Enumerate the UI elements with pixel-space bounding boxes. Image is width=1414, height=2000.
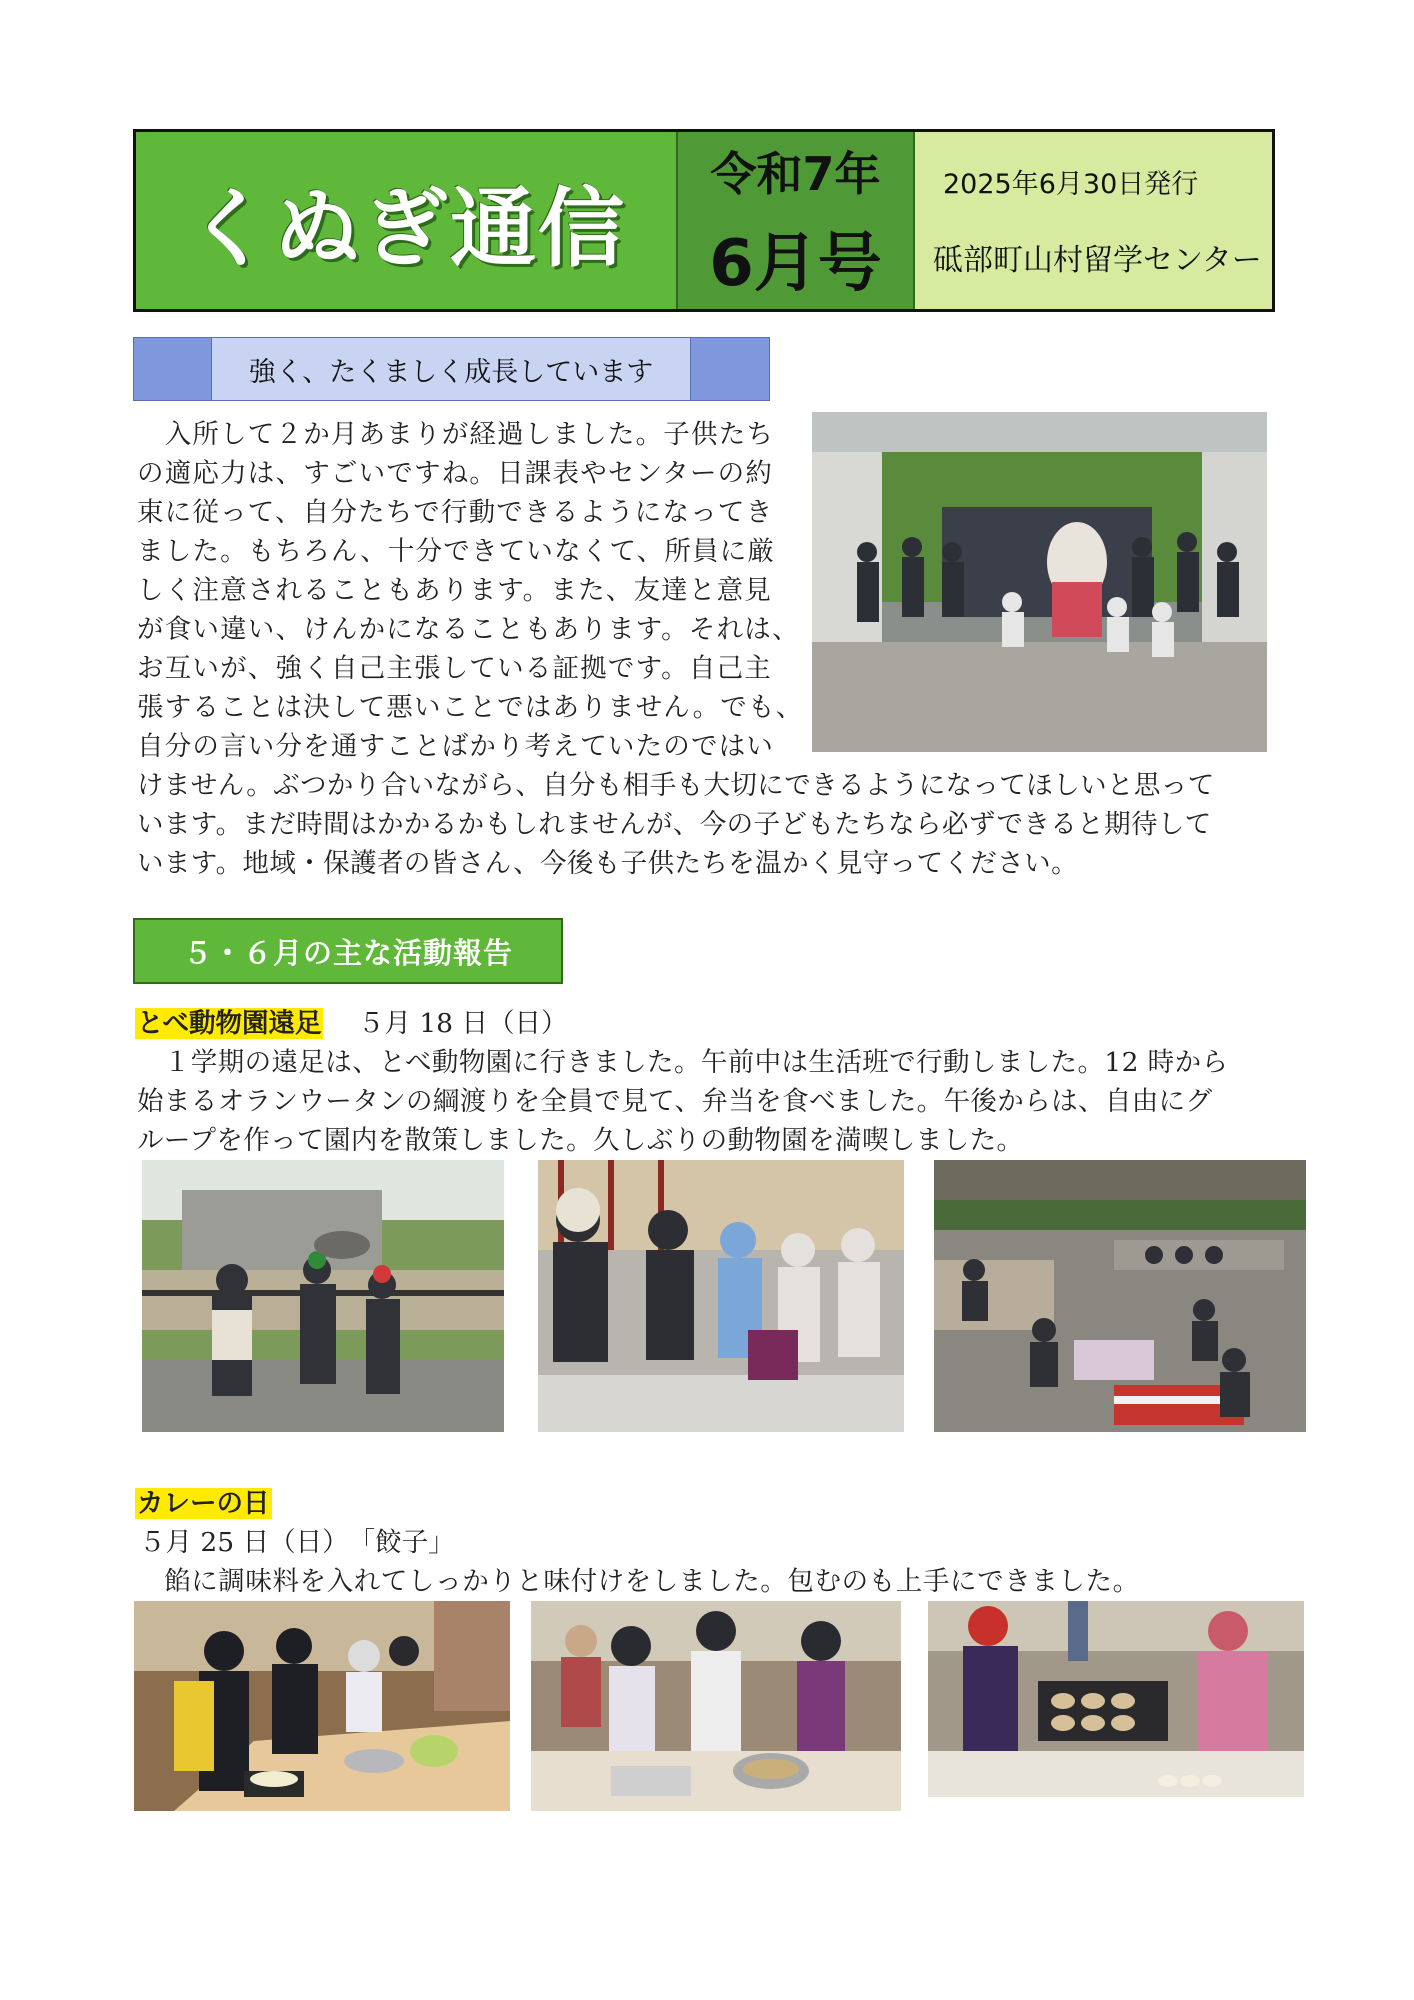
body-line: 束に従って、自分たちで行動できるようになってき	[137, 497, 774, 528]
issue-date: 2025年6月30日発行	[943, 169, 1199, 200]
issue-month: 6月号	[709, 226, 882, 301]
newsletter-title: くぬぎ通信	[186, 178, 626, 279]
zoo-date: ５月 18 日（日）	[357, 1008, 568, 1039]
photo-children-grilling-dumplings	[928, 1601, 1304, 1797]
body-line: 始まるオランウータンの綱渡りを全員で見て、弁当を食べました。午後からは、自由にグ	[137, 1086, 1213, 1117]
curry-label: カレーの日	[137, 1488, 270, 1519]
issue-block	[678, 132, 915, 309]
curry-subheading	[135, 1481, 272, 1520]
body-line: ループを作って園内を散策しました。久しぶりの動物園を満喫しました。	[137, 1125, 1024, 1156]
section-heading-activities	[133, 918, 563, 984]
section-heading-label-box	[211, 338, 691, 400]
body-line: しく注意されることもあります。また、友達と意見	[137, 575, 772, 606]
photo-children-wrapping-dumplings	[531, 1601, 901, 1811]
zoo-label: とべ動物園遠足	[137, 1008, 322, 1039]
body-line: が食い違い、けんかになることもあります。それは、	[137, 614, 800, 645]
body-line: 張することは決して悪いことではありません。でも、	[137, 692, 804, 723]
body-line: ました。もちろん、十分できていなくて、所員に厳	[137, 536, 776, 567]
curry-date: ５月 25 日（日） 「餃子」	[139, 1527, 455, 1558]
organization-name: 砥部町山村留学センター	[933, 243, 1262, 278]
body-line: います。まだ時間はかかるかもしれませんが、今の子どもたちなら必ずできると期待して	[137, 809, 1212, 840]
era-year: 令和7年	[710, 146, 881, 201]
body-line: 入所して２か月あまりが経過しました。子供たち	[137, 419, 775, 450]
section-heading-text: 強く、たくましく成長しています	[248, 356, 654, 388]
body-line: １学期の遠足は、とべ動物園に行きました。午前中は生活班で行動しました。12 時から	[137, 1047, 1229, 1078]
photo-children-eating-lunch	[538, 1160, 904, 1432]
zoo-subheading	[135, 1001, 567, 1040]
section-heading-growth	[133, 337, 770, 401]
title-block	[136, 132, 678, 309]
photo-group-at-zoo-gate	[812, 412, 1267, 752]
body-line: けません。ぶつかり合いながら、自分も相手も大切にできるようになってほしいと思って	[137, 770, 1215, 801]
photo-children-at-rhino-enclosure	[142, 1160, 504, 1432]
section-heading-text: ５・６月の主な活動報告	[182, 935, 513, 970]
body-line: 自分の言い分を通すことばかり考えていたのではい	[137, 731, 775, 762]
body-line: 餡に調味料を入れてしっかりと味付けをしました。包むのも上手にできました。	[137, 1566, 1140, 1597]
info-block	[915, 132, 1272, 309]
photo-picnic-in-plaza	[934, 1160, 1306, 1432]
body-line: の適応力は、すごいですね。日課表やセンターの約	[137, 458, 774, 489]
photo-children-cutting-vegetables	[134, 1601, 510, 1811]
body-line: お互いが、強く自己主張している証拠です。自己主	[137, 653, 772, 684]
newsletter-header	[133, 129, 1275, 312]
body-line: います。地域・保護者の皆さん、今後も子供たちを温かく見守ってください。	[137, 848, 1078, 879]
